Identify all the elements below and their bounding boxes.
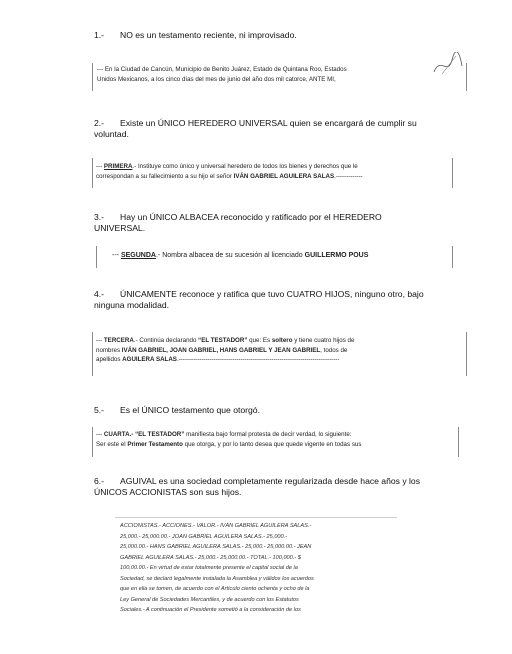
section-heading-text: Hay un ÚNICO ALBACEA reconocido y ratificado por el HEREDERO: [120, 212, 382, 222]
excerpt-line: --- En la Ciudad de Cancún, Municipio de Benito Juárez, Estado de Quintana Roo, Estados: [97, 66, 347, 73]
executor-name: GUILLERMO POUS: [304, 252, 369, 259]
section-heading-text: ÚNICAMENTE reconoce y ratifica que tuvo CUATRO HIJOS, ninguno otro, bajo: [120, 289, 424, 299]
first-testament: Primer Testamento: [127, 440, 183, 448]
surnames: AGUILERA SALAS: [122, 356, 177, 364]
excerpt-line: que en ella se tomen, de acuerdo con el Artículo ciento ochenta y ocho de la: [120, 586, 310, 592]
excerpt-3: [112, 251, 450, 261]
section-heading-text: AGUIVAL es una sociedad completamente regularizada desde hace años y los: [120, 476, 421, 486]
excerpt-left-rule: [96, 246, 97, 268]
clause-text: Ser este el: [96, 440, 128, 448]
dash-prefix: ---: [112, 252, 119, 259]
clause-label: PRIMERA: [103, 163, 133, 170]
dash-prefix: ---: [96, 337, 104, 344]
excerpt-line: 25,000.- 25,000.00.- JOAN GABRIEL AGUILERA SALAS.- 25,000.-: [120, 533, 288, 540]
section-heading-text: voluntad.: [94, 129, 129, 139]
excerpt-line: 25,000.00.- HANS GABRIEL AGUILERA SALAS.- 25,000.- 25,000.00.- JEAN: [120, 544, 312, 550]
section-heading-text: Existe un ÚNICO HEREDERO UNIVERSAL quien se encargará de cumplir su: [120, 118, 417, 128]
clause-label: SEGUNDA: [120, 252, 156, 259]
section-number: 5.-: [94, 405, 105, 415]
clause-text: que otorga, y por lo tanto desea que quede vigente en todas sus: [182, 440, 362, 448]
clause-text: .- Continúa declarando: [133, 337, 199, 344]
excerpt-line: ACCIONISTAS.- ACCIONES.- VALOR.- IVÁN GABRIEL AGUILERA SALAS.-: [120, 523, 312, 529]
excerpt-1: [97, 65, 461, 84]
marital-status: soltero: [271, 337, 293, 344]
section-number: 4.-: [94, 289, 105, 299]
excerpt-line: [96, 346, 460, 356]
heir-name: IVÁN GABRIEL AGUILERA SALAS: [233, 172, 335, 180]
dash-prefix: ---: [96, 163, 103, 170]
section-number: 1.-: [94, 30, 105, 40]
clause-text: .- Instituye como único y universal heredero de todos los bienes y derechos que le: [132, 163, 358, 170]
section-3-heading: [94, 212, 474, 234]
excerpt-2: [96, 162, 448, 181]
clause-text: correspondan a su fallecimiento a su hijo el señor: [96, 172, 232, 180]
section-1-heading: [94, 30, 474, 41]
clause-text: .- Nombra albacea de su sucesión al licenciado: [155, 252, 303, 259]
excerpt-line: [96, 336, 460, 346]
excerpt-left-rule: [92, 158, 93, 188]
section-2-heading: [94, 118, 474, 140]
clause-text: que: Es: [247, 337, 272, 344]
excerpt-4: [96, 336, 460, 365]
excerpt-left-rule: [92, 427, 93, 457]
dash-tail: .-------------: [334, 172, 363, 180]
section-number: 6.-: [94, 476, 105, 486]
children-names: IVÁN GABRIEL, JOAN GABRIEL, HANS GABRIEL Y JEAN GABRIEL: [121, 346, 321, 354]
excerpt-line: Sociales.- A continuación el Presidente sometió a la consideración de los: [120, 607, 301, 613]
section-heading-text: ninguna modalidad.: [94, 300, 170, 310]
excerpt-right-rule: [466, 63, 467, 91]
clause-text: apellidos: [96, 356, 123, 364]
excerpt-6: [120, 521, 392, 616]
section-heading-text: UNIVERSAL.: [94, 223, 146, 233]
excerpt-line: [96, 162, 448, 172]
dash-prefix: ---: [96, 431, 104, 438]
excerpt-line: [112, 251, 450, 261]
excerpt-line: [96, 172, 448, 182]
excerpt-left-rule: [92, 332, 93, 376]
section-number: 2.-: [94, 118, 105, 128]
clause-label: CUARTA.- “EL TESTADOR”: [103, 431, 185, 438]
excerpt-line: Unidos Mexicanos, a los cinco días del mes de junio del año dos mil catorce, ANTE MI,: [97, 75, 336, 83]
clause-text: y tiene cuatro hijos de: [292, 337, 355, 344]
clause-text: manifiesta bajo formal protesta de decir verdad, lo siguiente:: [184, 431, 352, 438]
excerpt-left-rule: [92, 63, 93, 91]
testator-term: “EL TESTADOR”: [198, 337, 248, 344]
clause-label: TERCERA: [103, 337, 134, 344]
excerpt-line: Sociedad, se declaró legalmente instalada la Asamblea y válidos los acuerdos: [120, 575, 314, 582]
section-number: 3.-: [94, 212, 105, 222]
excerpt-line: 100,00.00.- En virtud de estar totalmente presente el capital social de la: [120, 565, 298, 571]
section-heading-text: NO es un testamento reciente, ni improvisado.: [120, 30, 297, 40]
section-5-heading: [94, 405, 474, 416]
excerpt-line: Ley General de Sociedades Mercantiles, y de acuerdo con los Estatutos: [120, 596, 299, 603]
clause-text: nombres: [96, 346, 122, 354]
excerpt-line: [96, 440, 454, 450]
section-heading-text: ÚNICOS ACCIONISTAS son sus hijos.: [94, 487, 242, 497]
excerpt-right-rule: [452, 158, 453, 188]
dash-tail: .------------------------------------------------------------------------------: [176, 356, 340, 364]
signature-mark: [430, 52, 464, 78]
excerpt-line: [96, 430, 454, 440]
excerpt-line: [96, 355, 460, 365]
excerpt-right-rule: [452, 246, 453, 268]
section-6-heading: [94, 476, 474, 498]
excerpt-5: [96, 430, 454, 449]
clause-text: , todos de: [320, 346, 348, 354]
excerpt-right-rule: [466, 332, 467, 376]
excerpt-line: GABRIEL AGUILERA SALAS.- 25,000.- 25,000.00.- TOTAL.- 100,000.- $: [120, 554, 301, 561]
section-4-heading: [94, 289, 474, 311]
section-heading-text: Es el ÚNICO testamento que otorgó.: [120, 405, 260, 415]
excerpt-right-rule: [458, 427, 459, 457]
